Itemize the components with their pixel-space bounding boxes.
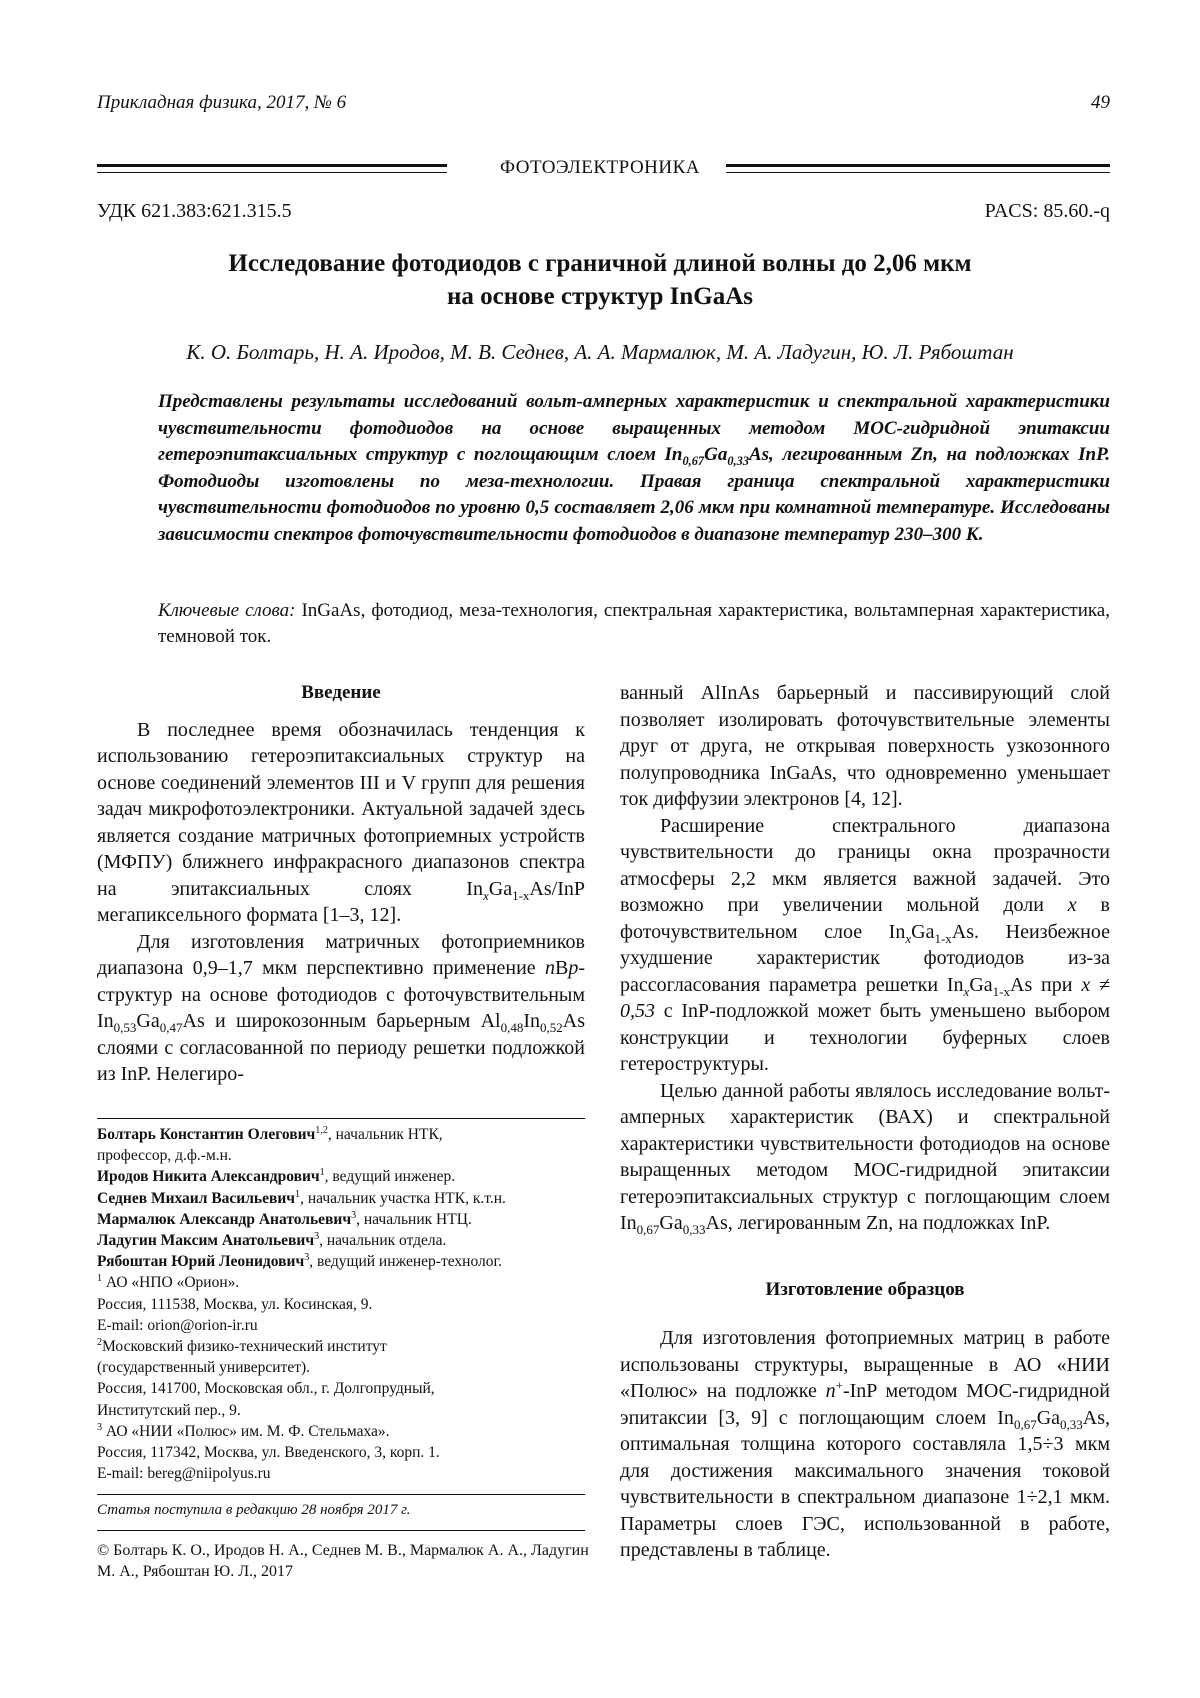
text-run: 1-x — [934, 930, 952, 946]
text-run: B — [554, 957, 569, 979]
text-run: В последнее время обозначилась тенденция к использованию гетероэпитаксиальных структур на основе соединений элементов III и V групп для решения задач микрофотоэлектроники. Актуальной задачей здесь является создание матричных фотоприемных устройств (МФПУ) ближнего инфракрасного диапазонов спектра на эпитаксиальных слоях In — [97, 718, 585, 900]
title-line-2: на основе структур InGaAs — [446, 283, 753, 310]
abstract — [158, 389, 1110, 549]
text-run: Московский физико-технический институт — [102, 1338, 387, 1356]
text-run: 0,53 — [113, 1020, 137, 1035]
text-run: 3 — [97, 1421, 103, 1433]
title-line-1: Исследование фотодиодов с граничной длиной волны до 2,06 мкм — [228, 250, 972, 277]
footnote-author-2 — [97, 1166, 585, 1187]
text-run: Иродов Никита Александрович — [97, 1168, 320, 1186]
text-run: , начальник отдела. — [319, 1232, 447, 1250]
keywords — [158, 598, 1110, 650]
text-run: 0,48 — [500, 1020, 524, 1035]
intro-paragraph-2 — [97, 929, 585, 1088]
abstract-sub-2: 0,33 — [727, 453, 749, 468]
footnote-org-2-b: (государственный университет). — [97, 1359, 311, 1377]
page-number: 49 — [1091, 92, 1110, 113]
text-run: As, оптимальная толщина которого составляла 1,5÷3 мкм для достижения максимального значения токовой чувствительности в спектральном диапазоне 1÷2,1 мкм. Параметры слоев ГЭС, использованной в работе, представлены в таблице. — [620, 1406, 1110, 1561]
text-run: In — [523, 1010, 541, 1032]
text-run: Целью данной работы являлось исследование вольт-амперных характеристик (ВАХ) и спектральной характеристики чувствительности фотодиодов на основе выращенных методом МОС-гидридной эпитаксии гетероэпитаксиальных структур с поглощающим слоем In — [620, 1079, 1110, 1234]
text-run: 0,47 — [159, 1020, 183, 1035]
text-run: 0,67 — [1013, 1416, 1037, 1432]
footnote-author-6 — [97, 1251, 585, 1272]
text-run: в фоточувствительном слое In — [620, 894, 1111, 943]
footnote-divider — [97, 1118, 585, 1119]
text-run: As и широкозонным барьерным Al — [182, 1010, 501, 1032]
text-run: Седнев Михаил Васильевич — [97, 1189, 296, 1207]
pacs-code: PACS: 85.60.-q — [984, 200, 1110, 222]
text-run: 1 — [319, 1167, 325, 1179]
text-run: 0,33 — [682, 1222, 706, 1237]
author-list: К. О. Болтарь, Н. А. Иродов, М. В. Седнев, А. А. Мармалюк, М. А. Ладугин, Ю. Л. Рябоштан — [186, 340, 1014, 364]
text-run: 3 — [314, 1230, 320, 1242]
intro-paragraph-1 — [97, 717, 585, 929]
text-run: Для изготовления матричных фотоприемников диапазона 0,9–1,7 мкм перспективно применение — [97, 930, 585, 979]
footnote-org-3 — [97, 1421, 585, 1442]
text-run: Ga — [1036, 1406, 1061, 1429]
footnote-org-2-address: Россия, 141700, Московская обл., г. Долгопрудный, — [97, 1380, 435, 1398]
text-run: 1-x — [992, 983, 1010, 999]
text-run: АО «НИИ «Полюс» им. М. Ф. Стельмаха». — [102, 1422, 390, 1440]
body-paragraph-2 — [620, 813, 1110, 1078]
keywords-label: Ключевые слова: — [158, 600, 296, 621]
text-run: Ga — [969, 973, 993, 996]
text-run: 0,67 — [636, 1222, 660, 1237]
footnote-author-1-role: профессор, д.ф.-м.н. — [97, 1147, 232, 1165]
copyright: © Болтарь К. О., Иродов Н. А., Седнев М. В., Мармалюк А. А., Ладугин М. А., Рябоштан Ю. Л., 2017 — [97, 1542, 589, 1580]
intro-heading: Введение — [301, 682, 381, 703]
text-run: Мармалюк Александр Анатольевич — [97, 1210, 352, 1228]
text-run: , начальник участка НТК, к.т.н. — [300, 1189, 506, 1207]
footnote-org-3-email: E-mail: bereg@niipolyus.ru — [97, 1465, 271, 1483]
text-run: 1 — [295, 1188, 301, 1200]
copyright-divider — [97, 1530, 585, 1531]
abstract-text-1: Представлены результаты исследований вольт-амперных характеристик и спектральной характеристики чувствительности фотодиодов на основе выращенных методом МОС-гидридной эпитаксии гетероэпитаксиальных структур с поглощающим слоем In — [158, 391, 1110, 466]
abstract-text-3: As, легированным Zn, на подложках InP. Фотодиоды изготовлены по меза-технологии. Правая граница спектральной характеристики чувствительности фотодиодов по уровню 0,5 составляет 2,06 мкм при комнатной температуре. Исследованы зависимости спектров фоточувствительности фотодиодов в диапазоне температур 230–300 К. — [158, 444, 1111, 545]
right-column — [620, 680, 1110, 1564]
text-run: Болтарь Константин Олегович — [97, 1126, 316, 1143]
abstract-text-2: Ga — [704, 444, 728, 466]
text-run: As. Неизбежное ухудшение характеристик фотодиодов из-за рассогласования параметра решетки In — [620, 920, 1110, 996]
section-title: ФОТОЭЛЕКТРОНИКА — [499, 157, 700, 178]
received-divider — [97, 1494, 585, 1495]
text-run: Рябоштан Юрий Леонидович — [97, 1253, 305, 1271]
footnote-org-1-email: E-mail: orion@orion-ir.ru — [97, 1316, 258, 1334]
text-run: As слоями с согласованной по периоду решетки подложкой из InP. Нелегиро- — [97, 1010, 585, 1085]
fabrication-heading: Изготовление образцов — [765, 1278, 965, 1300]
text-run: + — [835, 1377, 843, 1393]
text-run: 1 — [97, 1273, 103, 1285]
article-title — [150, 247, 1050, 313]
footnote-author-5 — [97, 1230, 585, 1251]
footnote-author-1 — [97, 1124, 585, 1145]
text-run: , ведущий инженер-технолог. — [309, 1253, 502, 1271]
text-run: -структур на основе фотодиодов с фоточувствительным In — [97, 957, 585, 1032]
text-run: x — [905, 930, 912, 946]
text-run: As, легированным Zn, на подложках InP. — [705, 1212, 1051, 1234]
text-run: 3 — [351, 1209, 357, 1221]
section-rule-right — [726, 164, 1110, 173]
text-run: x — [482, 887, 489, 903]
footnote-org-1 — [97, 1272, 585, 1293]
body-paragraph-3 — [620, 1078, 1110, 1237]
text-run: 1,2 — [315, 1124, 328, 1136]
text-run: Для изготовления фотоприемных матриц в работе использованы структуры, выращенные в АО «НИИ «Полюс» на подложке — [620, 1327, 1110, 1402]
text-run: x ≠ 0,53 — [620, 973, 1110, 1022]
received-date: Статья поступила в редакцию 28 ноября 2017 г. — [97, 1502, 411, 1518]
udc-code: УДК 621.383:621.315.5 — [97, 200, 292, 222]
text-run: Ga — [911, 920, 935, 943]
text-run: , ведущий инженер. — [324, 1168, 456, 1186]
text-run: Ладугин Максим Анатольевич — [97, 1232, 315, 1250]
text-run: As при — [1010, 973, 1082, 996]
text-run: 0,52 — [540, 1020, 563, 1035]
footnote-org-3-address: Россия, 117342, Москва, ул. Введенского, 3, корп. 1. — [97, 1444, 440, 1462]
text-run: , начальник НТЦ. — [356, 1210, 472, 1228]
text-run: Ga — [136, 1010, 160, 1032]
footnote-author-4 — [97, 1209, 585, 1230]
keywords-text: InGaAs, фотодиод, меза-технология, спектральная характеристика, вольтамперная характеристика, темновой ток. — [158, 600, 1110, 647]
text-run: p — [568, 957, 579, 979]
footnote-org-2 — [97, 1336, 585, 1357]
text-run: Ga — [659, 1212, 683, 1234]
footnote-org-2-address-2: Институтский пер., 9. — [97, 1401, 241, 1419]
text-run: -InP методом МОС-гидридной эпитаксии [3, 9] с поглощающим слоем In — [620, 1380, 1110, 1429]
body-paragraph-4 — [620, 1325, 1110, 1564]
text-run: 2 — [97, 1336, 103, 1348]
text-run: 1-x — [512, 887, 530, 903]
text-run: n — [825, 1380, 836, 1402]
text-run: 3 — [304, 1252, 310, 1264]
journal-header: Прикладная физика, 2017, № 6 — [97, 92, 347, 113]
text-run: x — [963, 983, 970, 999]
text-run: с InP-подложкой может быть уменьшено выбором конструкции и технологии буферных слоев гетероструктуры. — [620, 1000, 1110, 1075]
abstract-sub-1: 0,67 — [682, 453, 705, 468]
body-paragraph-1: ванный AlInAs барьерный и пассивирующий слой позволяет изолировать фоточувствительные элементы друг от друга, не открывая поверхность узкозонного полупроводника InGaAs, что одновременно уменьшает ток диффузии электронов [4, 12]. — [620, 682, 1110, 810]
author-footnotes — [97, 1124, 585, 1484]
text-run: Расширение спектрального диапазона чувствительности до границы окна прозрачности атмосферы 2,2 мкм является важной задачей. Это возможно при увеличении мольной доли — [620, 814, 1110, 916]
text-run: n — [544, 957, 555, 979]
text-run: Ga — [488, 877, 513, 900]
text-run: As/InP мегапиксельного формата [1–3, 12]. — [97, 877, 585, 926]
footnote-author-3 — [97, 1188, 585, 1209]
text-run: АО «НПО «Орион». — [102, 1274, 240, 1292]
footnote-org-1-address: Россия, 111538, Москва, ул. Косинская, 9. — [97, 1295, 373, 1313]
text-run: x — [1067, 894, 1077, 916]
left-column — [97, 680, 585, 1088]
text-run: 0,33 — [1060, 1416, 1083, 1432]
text-run: , начальник НТК, — [327, 1126, 443, 1143]
